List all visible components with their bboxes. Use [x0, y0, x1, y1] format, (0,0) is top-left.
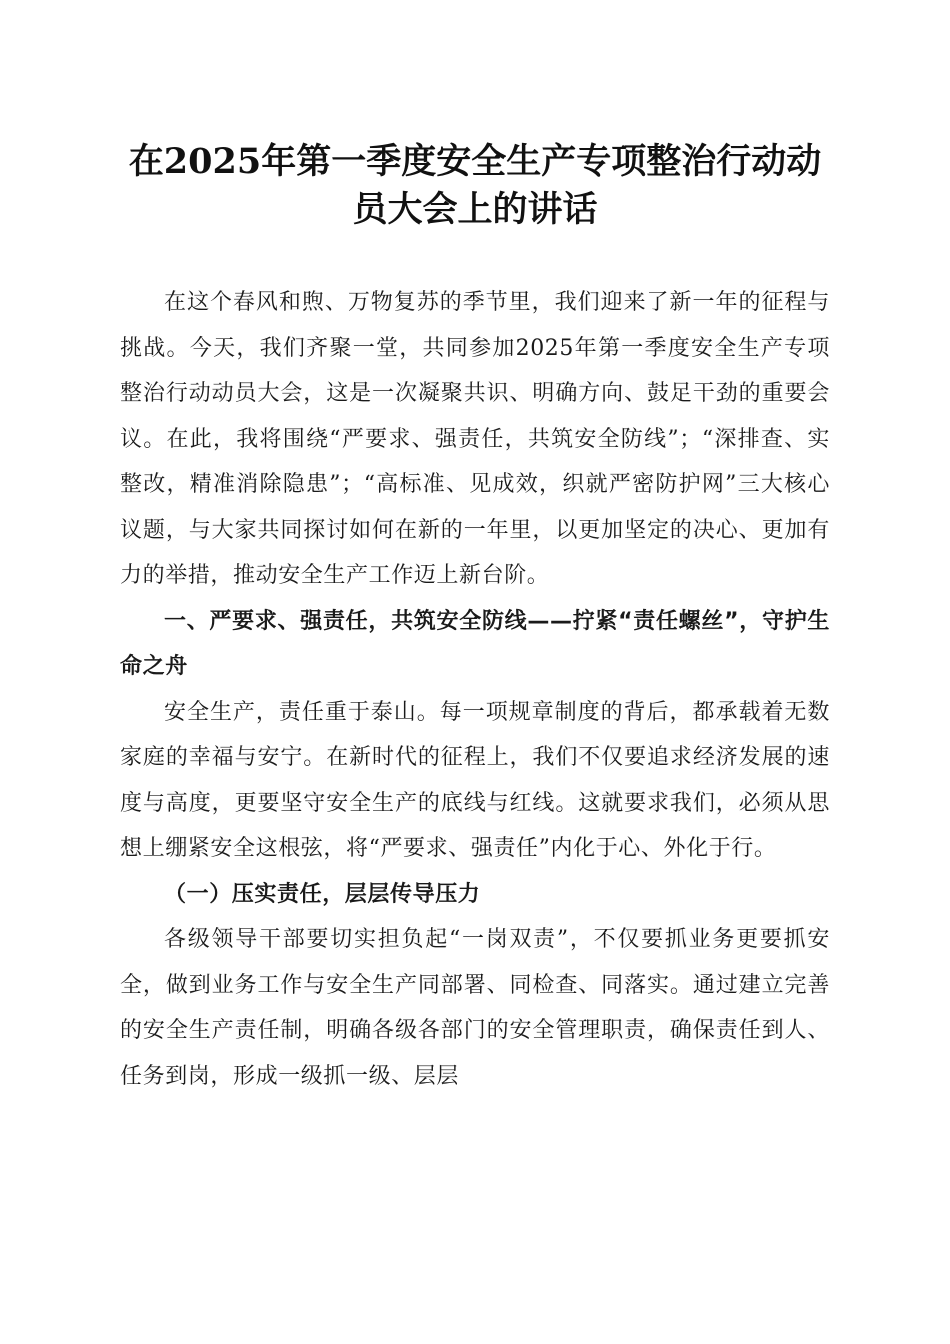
subsection-1-paragraph: 各级领导干部要切实担负起“一岗双责”，不仅要抓业务更要抓安全，做到业务工作与安全生产同部署、同检查、同落实。通过建立完善的安全生产责任制，明确各级各部门的安全管理职责，确保责任到人、任务到岗，形成一级抓一级、层层 — [120, 927, 830, 1089]
subsection-1-heading: （一）压实责任，层层传导压力 — [164, 880, 481, 907]
section-1-paragraph: 安全生产，责任重于泰山。每一项规章制度的背后，都承载着无数家庭的幸福与安宁。在新时代的征程上，我们不仅要追求经济发展的速度与高度，更要坚守安全生产的底线与红线。这就要求我们，必须从思想上绷紧安全这根弦，将“严要求、强责任”内化于心、外化于行。 — [120, 699, 830, 861]
title-line-1: 在2025年第一季度安全生产专项整治行动动 — [128, 141, 822, 182]
section-1-heading: 一、严要求、强责任，共筑安全防线——拧紧“责任螺丝”，守护生命之舟 — [120, 608, 830, 679]
intro-paragraph: 在这个春风和煦、万物复苏的季节里，我们迎来了新一年的征程与挑战。今天，我们齐聚一堂，共同参加2025年第一季度安全生产专项整治行动动员大会，这是一次凝聚共识、明确方向、鼓足干劲的重要会议。在此，我将围绕“严要求、强责任，共筑安全防线”；“深排查、实整改，精准消除隐患”；“高标准、见成效，织就严密防护网”三大核心议题，与大家共同探讨如何在新的一年里，以更加坚定的决心、更加有力的举措，推动安全生产工作迈上新台阶。 — [120, 290, 830, 588]
title-line-2: 员大会上的讲话 — [352, 189, 598, 230]
page-title — [110, 138, 840, 234]
document-body — [120, 280, 830, 1099]
